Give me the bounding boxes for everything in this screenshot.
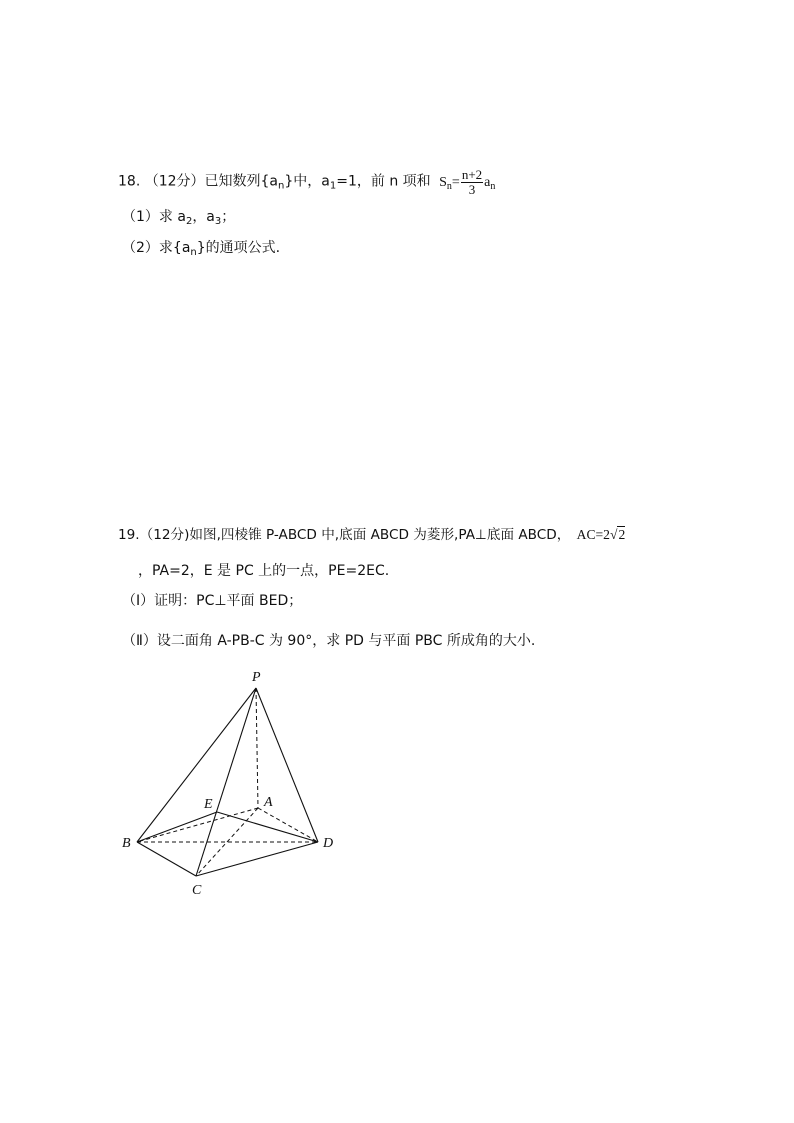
label-E: E: [204, 797, 213, 812]
sqrt-radicand: 2: [618, 527, 626, 542]
fraction-numerator: n+2: [461, 167, 483, 182]
edge-CD: [196, 842, 318, 876]
edge-AC: [196, 808, 258, 876]
hidden-edges: [137, 688, 318, 876]
q18-part1: [122, 207, 235, 227]
label-D: D: [323, 836, 334, 851]
formula-a-sub: n: [490, 180, 496, 192]
formula-fraction: [461, 168, 483, 197]
label-B: B: [122, 836, 131, 851]
fraction-denominator: 3: [468, 182, 476, 197]
formula-S: S: [439, 174, 447, 190]
label-A: A: [264, 795, 273, 810]
q19-stem: [118, 525, 625, 545]
formula-eq: =: [451, 174, 460, 190]
q18-stem: [118, 168, 495, 197]
q18-part1-sub3: 3: [214, 216, 222, 227]
q19-ac-formula: [577, 527, 626, 542]
q18-part1-sub2: 2: [185, 216, 193, 227]
q18-sub-n: n: [278, 180, 285, 192]
q18-part1-text-c: ；: [221, 209, 236, 225]
edge-BC: [137, 842, 196, 876]
edge-AB: [137, 808, 258, 842]
edge-PD: [256, 688, 318, 842]
q19-part2: （Ⅱ）设二面角 A-PB-C 为 90°，求 PD 与平面 PBC 所成角的大小.: [122, 633, 536, 649]
q18-part1-text-b: ，a: [192, 209, 215, 225]
formula-S-sub: n: [446, 180, 452, 192]
q18-sub-1: 1: [329, 180, 337, 192]
edge-AD: [258, 808, 318, 842]
q18-part2-text-b: }的通项公式.: [196, 240, 281, 256]
sqrt-icon: √2: [609, 527, 626, 542]
q18-part1-text-a: （1）求 a: [122, 209, 186, 225]
q18-part2-sub: n: [190, 247, 197, 258]
ac-label: AC=2: [576, 527, 610, 542]
formula-a: a: [484, 174, 491, 190]
q19-line1: 19.（12分)如图,四棱锥 P-ABCD 中,底面 ABCD 为菱形,PA⊥底面 ABCD，: [118, 527, 571, 543]
q18-part2-text-a: （2）求{a: [122, 240, 191, 256]
edge-BE: [137, 812, 217, 842]
q18-formula: [439, 167, 496, 197]
label-P: P: [252, 670, 261, 685]
q18-text-mid1: }中，a: [284, 173, 330, 190]
q18-text-lead: 18. （12分）已知数列{a: [118, 173, 279, 190]
q18-text-mid2: =1，前 n 项和: [336, 173, 431, 190]
edge-PC: [196, 688, 256, 876]
q18-part2: [122, 238, 280, 258]
edge-PA: [256, 688, 258, 808]
q19-line2: ，PA=2，E 是 PC 上的一点，PE=2EC.: [138, 563, 390, 579]
label-C: C: [192, 883, 202, 898]
edge-ED: [217, 812, 318, 842]
q19-part1: （Ⅰ）证明：PC⊥平面 BED；: [122, 593, 303, 609]
pyramid-edges: [137, 688, 318, 876]
edge-PB: [137, 688, 256, 842]
